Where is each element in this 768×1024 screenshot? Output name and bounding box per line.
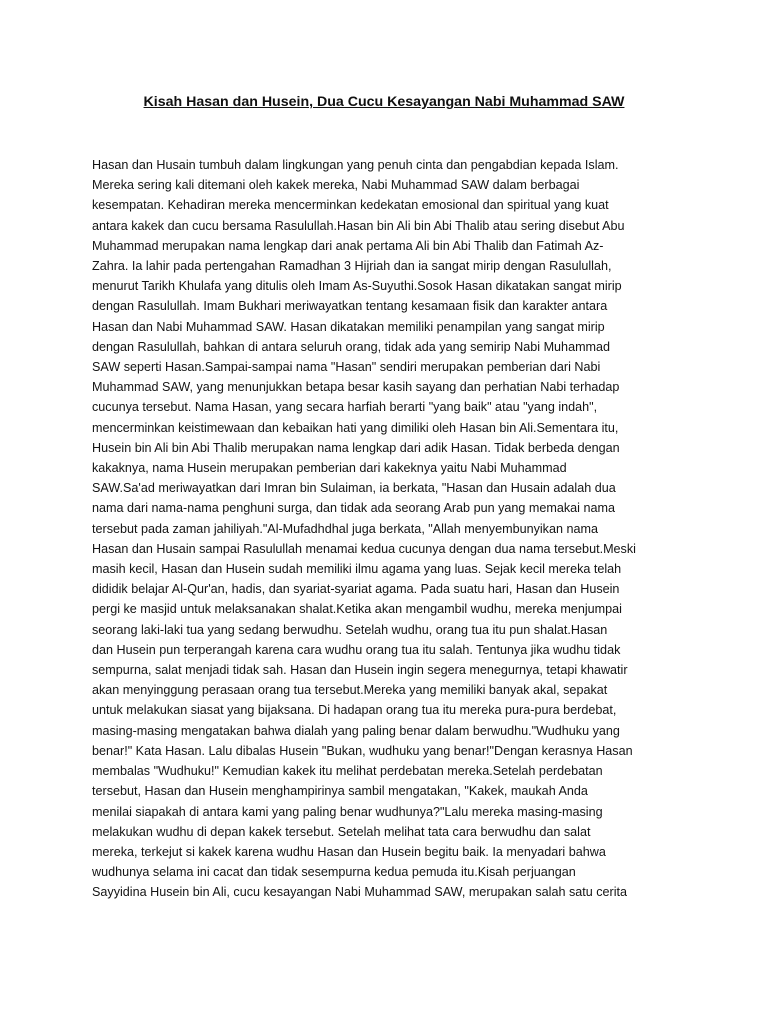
body-line: mencerminkan keistimewaan dan kebaikan hati yang dimiliki oleh Hasan bin Ali.Sementara itu, bbox=[92, 420, 619, 435]
document-title: Kisah Hasan dan Husein, Dua Cucu Kesayangan Nabi Muhammad SAW bbox=[143, 94, 625, 110]
body-line: dengan Rasulullah. Imam Bukhari meriwayatkan tentang kesamaan fisik dan karakter antara bbox=[92, 299, 608, 314]
body-line: sempurna, salat menjadi tidak sah. Hasan dan Husein ingin segera menegurnya, tetapi khawatir bbox=[92, 663, 628, 678]
body-line: melakukan wudhu di depan kakek tersebut. Setelah melihat tata cara berwudhu dan salat bbox=[92, 824, 591, 839]
body-line: membalas "Wudhuku!" Kemudian kakek itu melihat perdebatan mereka.Setelah perdebatan bbox=[92, 764, 603, 779]
body-line: Muhammad merupakan nama lengkap dari anak pertama Ali bin Abi Thalib dan Fatimah Az- bbox=[92, 238, 604, 253]
body-line: menilai siapakah di antara kami yang paling benar wudhunya?"Lalu mereka masing-masing bbox=[92, 804, 603, 819]
body-line: benar!" Kata Hasan. Lalu dibalas Husein "Bukan, wudhuku yang benar!"Dengan kerasnya Hasan bbox=[92, 743, 633, 758]
body-line: seorang laki-laki tua yang sedang berwudhu. Setelah wudhu, orang tua itu pun shalat.Hasan bbox=[92, 622, 608, 637]
body-line: Zahra. Ia lahir pada pertengahan Ramadhan 3 Hijriah dan ia sangat mirip dengan Rasulullah, bbox=[92, 259, 612, 274]
body-line: Mereka sering kali ditemani oleh kakek mereka, Nabi Muhammad SAW dalam berbagai bbox=[92, 178, 580, 193]
body-line: dan Husein pun terperangah karena cara wudhu orang tua itu salah. Tentunya jika wudhu tidak bbox=[92, 642, 621, 657]
body-line: menurut Tarikh Khulafa yang ditulis oleh Imam As-Suyuthi.Sosok Hasan dikatakan sangat mirip bbox=[92, 279, 622, 294]
body-line: pergi ke masjid untuk melaksanakan shalat.Ketika akan mengambil wudhu, mereka menjumpai bbox=[92, 602, 622, 617]
body-line: Husein bin Ali bin Abi Thalib merupakan nama lengkap dari adik Hasan. Tidak berbeda dengan bbox=[92, 440, 620, 455]
body-line: dengan Rasulullah, bahkan di antara seluruh orang, tidak ada yang semirip Nabi Muhammad bbox=[92, 339, 611, 354]
body-line: Sayyidina Husein bin Ali, cucu kesayangan Nabi Muhammad SAW, merupakan salah satu cerita bbox=[92, 885, 628, 900]
body-line: mereka, terkejut si kakek karena wudhu Hasan dan Husein begitu baik. Ia menyadari bahwa bbox=[92, 844, 606, 859]
body-line: Hasan dan Husain tumbuh dalam lingkungan yang penuh cinta dan pengabdian kepada Islam. bbox=[92, 158, 619, 172]
body-line: wudhunya selama ini cacat dan tidak sesempurna kedua pemuda itu.Kisah perjuangan bbox=[92, 865, 576, 880]
body-line: cucunya tersebut. Nama Hasan, yang secara harfiah berarti "yang baik" atau "yang indah", bbox=[92, 400, 598, 415]
document-body bbox=[92, 155, 692, 903]
body-line: SAW.Sa'ad meriwayatkan dari Imran bin Sulaiman, ia berkata, "Hasan dan Husain adalah dua bbox=[92, 481, 616, 496]
body-line: kesempatan. Kehadiran mereka mencerminkan kedekatan emosional dan spiritual yang kuat bbox=[92, 198, 609, 213]
body-line: kakaknya, nama Husein merupakan pemberian dari kakeknya yaitu Nabi Muhammad bbox=[92, 461, 567, 476]
body-line: masih kecil, Hasan dan Husein sudah memiliki ilmu agama yang luas. Sejak kecil mereka telah bbox=[92, 562, 622, 577]
body-line: untuk melakukan siasat yang bijaksana. Di hadapan orang tua itu mereka pura-pura berdebat, bbox=[92, 703, 617, 718]
body-line: tersebut, Hasan dan Husein menghampirinya sambil mengatakan, "Kakek, maukah Anda bbox=[92, 784, 588, 799]
body-line: masing-masing mengatakan bahwa dialah yang paling benar dalam berwudhu."Wudhuku yang bbox=[92, 723, 620, 738]
body-line: nama dari nama-nama penghuni surga, dan tidak ada seorang Arab pun yang memakai nama bbox=[92, 501, 615, 516]
body-line: akan menyinggung perasaan orang tua tersebut.Mereka yang memiliki banyak akal, sepakat bbox=[92, 683, 608, 698]
body-line: antara kakek dan cucu bersama Rasulullah.Hasan bin Ali bin Abi Thalib atau sering disebut Abu bbox=[92, 218, 625, 233]
body-line: dididik belajar Al-Qur'an, hadis, dan syariat-syariat agama. Pada suatu hari, Hasan dan Husein bbox=[92, 582, 620, 597]
body-line: SAW seperti Hasan.Sampai-sampai nama "Hasan" sendiri merupakan pemberian dari Nabi bbox=[92, 360, 601, 375]
body-line: Hasan dan Nabi Muhammad SAW. Hasan dikatakan memiliki penampilan yang sangat mirip bbox=[92, 319, 605, 334]
body-line: Muhammad SAW, yang menunjukkan betapa besar kasih sayang dan perhatian Nabi terhadap bbox=[92, 380, 620, 395]
body-line: Hasan dan Husain sampai Rasulullah menamai kedua cucunya dengan dua nama tersebut.Meski bbox=[92, 541, 636, 556]
body-line: tersebut pada zaman jahiliyah."Al-Mufadhdhal juga berkata, "Allah menyembunyikan nama bbox=[92, 521, 598, 536]
